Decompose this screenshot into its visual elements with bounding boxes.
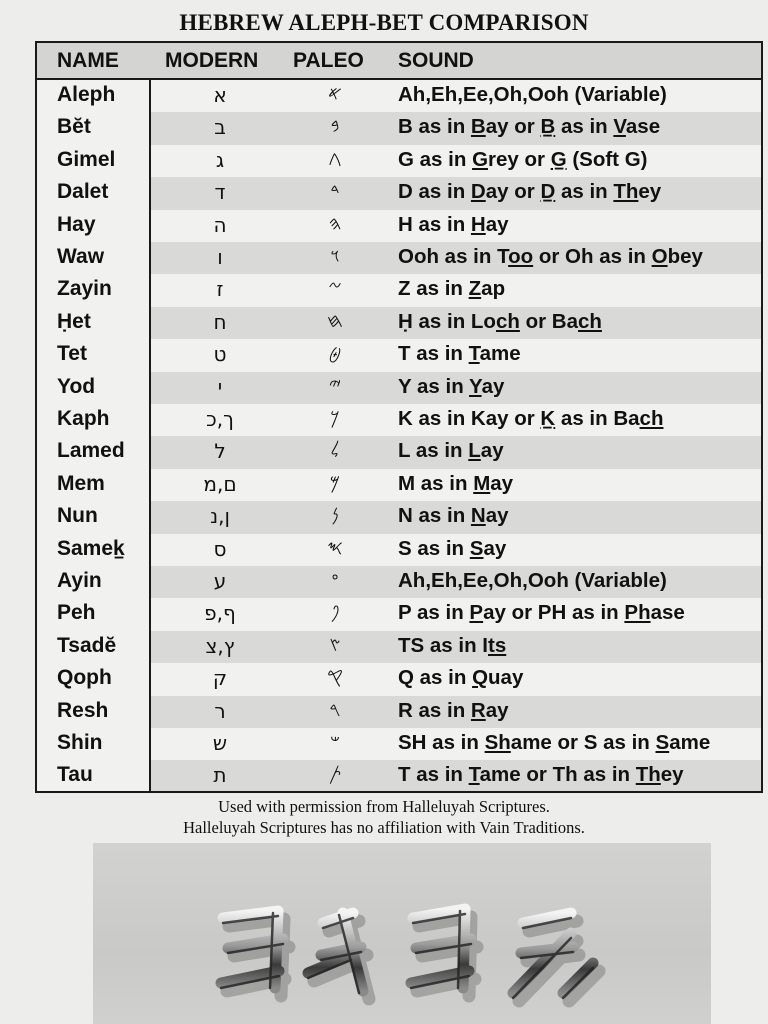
sound-description [398, 699, 509, 723]
table-header-row [37, 43, 761, 80]
letter-name: Bĕt [57, 115, 91, 139]
sound-underlined-part: Z [468, 277, 482, 301]
table-row [37, 598, 761, 630]
table-row [37, 663, 761, 695]
table-row [37, 307, 761, 339]
sound-text-part: ay [485, 698, 509, 722]
sound-text-part: as in [555, 115, 614, 139]
sound-text-part: G as in [398, 147, 473, 171]
sound-description [398, 504, 509, 528]
table-row [37, 631, 761, 663]
modern-glyph: ז [216, 277, 224, 302]
sound-text-part: Z as in [398, 277, 469, 301]
sound-description [398, 601, 685, 625]
sound-text-part: ame [479, 342, 521, 366]
paleo-glyph: 𐤌 [329, 471, 341, 494]
sound-description [398, 310, 602, 334]
modern-glyph: ב [214, 115, 226, 140]
sound-text-part: ay [483, 536, 507, 560]
sound-text-part: ame or S as in [510, 731, 656, 754]
sound-text-part: or Oh as in [533, 245, 652, 268]
letter-name: Shin [57, 731, 103, 754]
sound-description [398, 83, 667, 107]
modern-glyph: ן,נ [210, 504, 230, 529]
sound-text-part: bey [667, 245, 703, 268]
sound-text-part: ay [485, 504, 509, 528]
letter-name: Zayin [57, 277, 112, 301]
modern-glyph: ץ,צ [205, 633, 235, 658]
sound-underlined-part: S [469, 536, 484, 560]
header-sound: SOUND [398, 49, 474, 72]
sound-text-part: M as in [398, 471, 474, 495]
paleo-glyph: 𐤍 [331, 504, 339, 527]
sound-description [398, 634, 506, 658]
sound-description [398, 763, 684, 787]
table-row [37, 274, 761, 306]
sound-underlined-part: L [468, 439, 481, 463]
sound-text-part: ey [638, 180, 662, 204]
sound-text-part: ay [480, 439, 504, 463]
sound-underlined-part: Ph [624, 601, 651, 625]
modern-glyph: ד [214, 180, 226, 205]
sound-description [398, 277, 505, 301]
letter-name: Dalet [57, 180, 109, 204]
letter-name: Lamed [57, 439, 125, 463]
modern-glyph: ל [214, 439, 226, 464]
letter-name: Tet [57, 342, 87, 366]
table-row [37, 501, 761, 533]
modern-glyph: ט [213, 342, 227, 367]
paleo-glyph: 𐤔 [330, 731, 340, 753]
sound-underlined-part: ch [578, 309, 602, 333]
paleo-glyph: 𐤆 [328, 277, 342, 300]
sound-underlined-part: P [469, 601, 484, 625]
modern-glyph: ח [213, 309, 227, 334]
sound-text-part: B as in [398, 115, 471, 139]
sound-underlined-part: M [473, 471, 491, 495]
table-row [37, 372, 761, 404]
sound-text-part: D as in [398, 180, 471, 204]
sound-underlined-part: ch [495, 309, 520, 333]
sound-underlined-part: K̠ [540, 407, 556, 430]
table-row [37, 469, 761, 501]
sound-underlined-part: ts [488, 633, 507, 657]
sound-underlined-part: B [470, 115, 486, 139]
paleo-glyph: 𐤈 [328, 342, 342, 365]
sound-text-part: Ḥ as in Lo [398, 309, 496, 333]
paleo-glyph: 𐤄 [328, 212, 342, 235]
modern-glyph: ך,כ [206, 407, 234, 431]
sound-underlined-part: N [470, 504, 486, 528]
modern-glyph: י [217, 374, 223, 399]
sound-text-part: Ooh as in T [398, 245, 509, 268]
sound-underlined-part: O [651, 245, 668, 268]
modern-glyph: ש [212, 731, 228, 755]
paleo-glyph: 𐤋 [330, 439, 340, 462]
sound-description [398, 148, 647, 172]
sound-text-part: L as in [398, 439, 469, 463]
paleo-glyph: 𐤏 [331, 569, 339, 591]
letter-name: Hay [57, 212, 96, 236]
table-row [37, 760, 761, 792]
sound-underlined-part: Th [635, 763, 661, 787]
sound-text-part: T as in [398, 342, 469, 366]
sound-description [398, 731, 710, 755]
page-title: HEBREW ALEPH-BET COMPARISON [179, 10, 589, 35]
letter-name: Yod [57, 374, 96, 398]
paleo-glyph: 𐤃 [330, 180, 340, 203]
sound-text-part: T as in [398, 763, 469, 787]
paleo-glyph: 𐤎 [327, 536, 343, 559]
sound-text-part: as in Ba [555, 407, 640, 430]
sound-description [398, 537, 506, 561]
table-row [37, 696, 761, 728]
sound-underlined-part: G̠ [550, 147, 567, 171]
letter-name: Ḥet [57, 309, 91, 333]
modern-glyph: ם,מ [203, 471, 237, 496]
sound-text-part: Q as in [398, 666, 473, 690]
sound-description [398, 342, 521, 366]
letter-name: Mem [57, 471, 105, 495]
sound-underlined-part: H [470, 212, 486, 236]
sound-text-part: ase [650, 601, 685, 625]
sound-description [398, 666, 523, 690]
paleo-glyph: 𐤓 [329, 698, 341, 721]
sound-text-part: or Ba [519, 309, 579, 333]
sound-text-part: ay [481, 374, 505, 398]
sound-underlined-part: oo [508, 245, 534, 268]
table-row [37, 242, 761, 274]
modern-glyph: ק [212, 666, 228, 691]
paleo-glyph: 𐤁 [330, 115, 340, 138]
letter-name: Qoph [57, 666, 112, 690]
modern-glyph: ע [213, 569, 227, 593]
sound-text-part: ey [660, 763, 684, 787]
letter-name: Waw [57, 245, 105, 268]
sound-text-part: Ah,Eh,Ee,Oh,Ooh (Variable) [398, 569, 667, 592]
alphabet-table [35, 41, 763, 793]
sound-text-part: P as in [398, 601, 470, 625]
modern-glyph: ג [215, 147, 225, 172]
sound-description [398, 115, 660, 139]
sound-text-part: rey or [488, 147, 551, 171]
sound-underlined-part: G [472, 147, 489, 171]
sound-description [398, 375, 504, 399]
modern-glyph: א [213, 83, 227, 107]
letter-name: Kaph [57, 407, 110, 430]
modern-glyph: ס [213, 536, 227, 561]
letter-name: Nun [57, 504, 98, 528]
table-row [37, 210, 761, 242]
sound-text-part: Ah,Eh,Ee,Oh,Ooh (Variable) [398, 83, 667, 106]
sound-text-part: ame or Th as in [479, 763, 636, 787]
sound-underlined-part: Q [472, 666, 489, 690]
modern-glyph: ת [213, 763, 227, 788]
column-divider [149, 80, 151, 793]
table-row [37, 339, 761, 371]
sound-description [398, 213, 509, 237]
sound-text-part: H as in [398, 212, 471, 236]
paleo-glyph: 𐤕 [328, 763, 342, 786]
sound-underlined-part: D̠ [540, 180, 556, 204]
sound-underlined-part: Th [613, 180, 639, 204]
header-name: NAME [57, 49, 119, 72]
sound-text-part: N as in [398, 504, 471, 528]
sound-text-part: S as in [398, 536, 470, 560]
sound-text-part: ap [481, 277, 506, 301]
header-paleo: PALEO [293, 49, 364, 72]
table-row [37, 404, 761, 436]
sound-text-part: TS as in I [398, 633, 488, 657]
sound-text-part: ay or [485, 180, 541, 204]
sound-text-part: ase [625, 115, 661, 139]
sound-underlined-part: T [468, 763, 480, 787]
modern-glyph: ר [214, 698, 226, 723]
table-row [37, 80, 761, 112]
sound-text-part: SH as in [398, 731, 485, 754]
sound-underlined-part: R [470, 698, 486, 722]
sound-description [398, 439, 504, 463]
letter-name: Resh [57, 698, 109, 722]
sound-text-part: (Soft G) [566, 147, 648, 171]
letter-name: Gimel [57, 147, 116, 171]
paleo-letters-engraving [93, 843, 711, 1024]
paleo-glyph: 𐤊 [330, 407, 340, 429]
paleo-glyph: 𐤇 [327, 309, 343, 332]
sound-underlined-part: S [655, 731, 670, 754]
paleo-glyph: 𐤑 [329, 633, 341, 656]
sound-text-part: ay or [485, 115, 541, 139]
sound-text-part: uay [488, 666, 524, 690]
sound-text-part: as in [555, 180, 614, 204]
table-row [37, 566, 761, 598]
sound-underlined-part: Sh [484, 731, 511, 754]
sound-description [398, 180, 661, 204]
header-modern: MODERN [165, 49, 259, 72]
table-row [37, 728, 761, 760]
sound-description [398, 407, 663, 431]
modern-glyph: ו [217, 245, 223, 269]
sound-underlined-part: D [470, 180, 486, 204]
paleo-glyph: 𐤉 [328, 374, 342, 397]
letter-name: Aleph [57, 83, 116, 106]
table-row [37, 436, 761, 468]
sound-text-part: ay or PH as in [483, 601, 625, 625]
paleo-glyph: 𐤐 [330, 601, 340, 624]
letter-name: Tau [57, 763, 93, 787]
sound-underlined-part: V [613, 115, 626, 139]
sound-underlined-part: T [468, 342, 480, 366]
sound-text-part: ay [485, 212, 509, 236]
permission-caption: Used with permission from Halleluyah Scriptures. [218, 797, 550, 816]
letter-name: Samek̠ [57, 536, 125, 560]
paleo-name-image [93, 843, 711, 1024]
sound-underlined-part: B̠ [540, 115, 556, 139]
paleo-glyph: 𐤂 [328, 147, 342, 170]
modern-glyph: ף,פ [204, 601, 236, 626]
table-row [37, 145, 761, 177]
sound-text-part: R as in [398, 698, 471, 722]
sound-text-part: Y as in [398, 374, 470, 398]
sound-description [398, 472, 513, 496]
letter-name: Peh [57, 601, 96, 625]
sound-description [398, 569, 667, 593]
sound-underlined-part: ch [639, 407, 664, 430]
affiliation-caption: Halleluyah Scriptures has no affiliation with Vain Traditions. [183, 818, 585, 837]
letter-name: Tsadĕ [57, 633, 117, 657]
table-row [37, 177, 761, 209]
paleo-glyph: 𐤀 [327, 83, 343, 105]
sound-text-part: ay [490, 471, 514, 495]
sound-underlined-part: Y [469, 374, 482, 398]
sound-text-part: ame [669, 731, 711, 754]
modern-glyph: ה [213, 212, 227, 237]
table-row [37, 112, 761, 144]
sound-description [398, 245, 703, 269]
letter-name: Ayin [57, 569, 102, 592]
paleo-glyph: 𐤒 [327, 666, 343, 689]
table-row [37, 534, 761, 566]
paleo-glyph: 𐤅 [330, 245, 340, 267]
sound-text-part: K as in Kay or [398, 407, 541, 430]
